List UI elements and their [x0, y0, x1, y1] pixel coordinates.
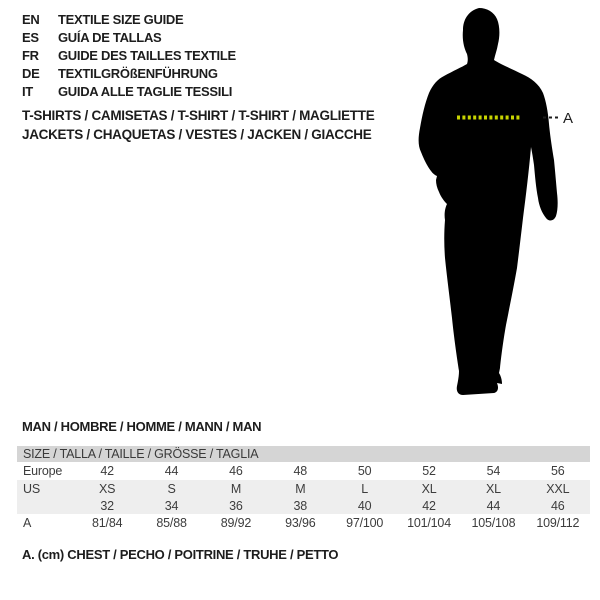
table-cell: 44 — [164, 464, 179, 478]
lang-code: EN — [22, 12, 40, 27]
table-cell: 105/108 — [471, 516, 516, 530]
table-cell: 101/104 — [407, 516, 451, 530]
table-cell: 56 — [551, 464, 565, 478]
size-table — [17, 446, 590, 532]
lang-label: TEXTILE SIZE GUIDE — [58, 12, 184, 27]
row-label: A — [23, 516, 32, 530]
table-cell: XS — [99, 482, 116, 496]
table-row-numeric — [17, 498, 590, 514]
category-block — [22, 107, 374, 144]
table-cell: 42 — [422, 499, 436, 513]
lang-row-es — [22, 29, 236, 47]
lang-code: FR — [22, 48, 39, 63]
section-title-man: MAN / HOMBRE / HOMME / MANN / MAN — [22, 419, 262, 434]
lang-row-it — [22, 83, 236, 101]
table-cell: L — [361, 482, 369, 496]
lang-code: ES — [22, 30, 39, 45]
table-row-a-chest — [17, 514, 590, 532]
lang-label: TEXTILGRÖßENFÜHRUNG — [58, 66, 218, 81]
lang-row-de — [22, 65, 236, 83]
table-cell: 38 — [293, 499, 308, 513]
table-cell: 46 — [229, 464, 243, 478]
table-cell: 46 — [551, 499, 565, 513]
lang-label: GUIDE DES TAILLES TEXTILE — [58, 48, 236, 63]
table-cell: S — [167, 482, 176, 496]
table-cell: M — [230, 482, 242, 496]
lang-row-en — [22, 11, 236, 29]
lang-label: GUÍA DE TALLAS — [58, 30, 162, 45]
lang-code: IT — [22, 84, 33, 99]
table-cell: 36 — [229, 499, 243, 513]
table-cell: 89/92 — [220, 516, 252, 530]
lang-row-fr — [22, 47, 236, 65]
language-title-block — [22, 11, 236, 101]
table-cell: 34 — [164, 499, 179, 513]
table-cell: M — [295, 482, 306, 496]
table-row-europe — [17, 462, 590, 480]
table-cell: 85/88 — [156, 516, 187, 530]
table-cell: 52 — [422, 464, 436, 478]
lang-label: GUIDA ALLE TAGLIE TESSILI — [58, 84, 233, 99]
size-table-header: SIZE / TALLA / TAILLE / GRÖSSE / TAGLIA — [17, 446, 590, 462]
table-cell: XL — [485, 482, 501, 496]
lang-code: DE — [22, 66, 40, 81]
table-cell: 97/100 — [346, 516, 384, 530]
man-silhouette-figure — [390, 0, 600, 410]
category-jackets: JACKETS / CHAQUETAS / VESTES / JACKEN / GIACCHE — [22, 126, 372, 142]
table-row-us — [17, 480, 590, 498]
table-cell: 32 — [100, 499, 114, 513]
table-cell: XXL — [546, 482, 570, 496]
table-cell: 40 — [357, 499, 372, 513]
measure-footnote: A. (cm) CHEST / PECHO / POITRINE / TRUHE / PETTO — [22, 547, 339, 562]
man-silhouette-svg — [390, 0, 600, 410]
table-cell: 81/84 — [92, 516, 123, 530]
measure-label-a: A — [563, 110, 574, 127]
category-tshirts: T-SHIRTS / CAMISETAS / T-SHIRT / T-SHIRT / MAGLIETTE — [22, 108, 375, 123]
table-cell: 109/112 — [536, 516, 580, 530]
table-cell: 50 — [357, 464, 372, 478]
row-label: Europe — [23, 464, 63, 478]
man-silhouette — [419, 8, 558, 395]
table-cell: 44 — [486, 499, 501, 513]
table-cell: 93/96 — [285, 516, 316, 530]
table-cell: 54 — [486, 464, 501, 478]
row-label: US — [23, 482, 40, 496]
table-cell: 48 — [293, 464, 308, 478]
table-cell: 42 — [100, 464, 114, 478]
table-cell: XL — [421, 482, 437, 496]
